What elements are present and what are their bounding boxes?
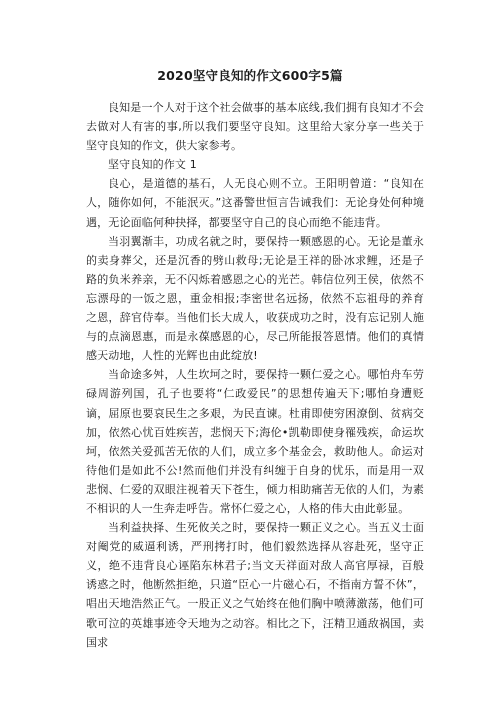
body-paragraph: 当羽翼渐丰，功成名就之时，要保持一颗感恩的心。无论是董永的卖身葬父，还是沉香的劈山救母;无论是王祥的卧冰求鲤，还是子路的负米养亲，无不闪烁着感恩之心的光芒。韩信位列王侯，依然不忘漂母的一饭之恩，重金相报;李密世名远扬，依然不忘祖母的养育之恩，辞官侍奉。当他们长大成人，收获成功之时，没有忘记别人施与的点滴恩惠，而是永葆感恩的心，尽己所能报答恩情。他们的真情感天动地，人性的光辉也由此绽放!	[86, 234, 424, 363]
document-title: 2020坚守良知的作文600字5篇	[157, 68, 343, 83]
body-paragraph: 良心，是道德的基石，人无良心则不立。王阳明曾道：“良知在人，随你如何，不能泯灭。”这番警世恒言告诫我们：无论身处何种境遇，无论面临何种抉择，都要坚守自己的良心而绝不能违背。	[86, 177, 424, 229]
intro-paragraph: 良知是一个人对于这个社会做事的基本底线,我们拥有良知才不会去做对人有害的事,所以我们要坚守良知。这里给大家分享一些关于坚守良知的作文，供大家参考。	[86, 101, 424, 153]
essay-heading: 坚守良知的作文 1	[108, 158, 197, 172]
body-paragraph: 当利益抉择、生死攸关之时，要保持一颗正义之心。当五义士面对阉党的威逼利诱，严刑拷打时，他们毅然选择从容赴死，坚守正义，绝不违背良心诬陷东林君子;当文天祥面对敌人高官厚禄，百般诱惑之时，他断然拒绝，只道“臣心一片磁心石，不指南方誓不休”，唱出天地浩然正气。一股正义之气始终在他们胸中喷薄激荡，他们可歌可泣的英雄事迹令天地为之动容。相比之下，汪精卫通敌祸国，卖国求	[86, 521, 424, 649]
body-paragraph: 当命途多舛，人生坎坷之时，要保持一颗仁爱之心。哪怕舟车劳碌周游列国，孔子也要将“仁政爱民”的思想传遍天下;哪怕身遭贬谪，屈原也要哀民生之多艰，为民直谏。杜甫即使穷困潦倒、贫病交加，依然心忧百姓疾苦，悲悯天下;海伦•凯勒即使身罹残疾，命运坎坷，依然关爱孤苦无依的人们，成立多个基金会，救助他人。命运对待他们是如此不公!然而他们并没有纠缠于自身的忧乐，而是用一双悲悯、仁爱的双眼注视着天下苍生，倾力相助痛苦无依的人们，为素不相识的人一生奔走呼告。常怀仁爱之心，人格的伟大由此彰显。	[86, 368, 424, 515]
